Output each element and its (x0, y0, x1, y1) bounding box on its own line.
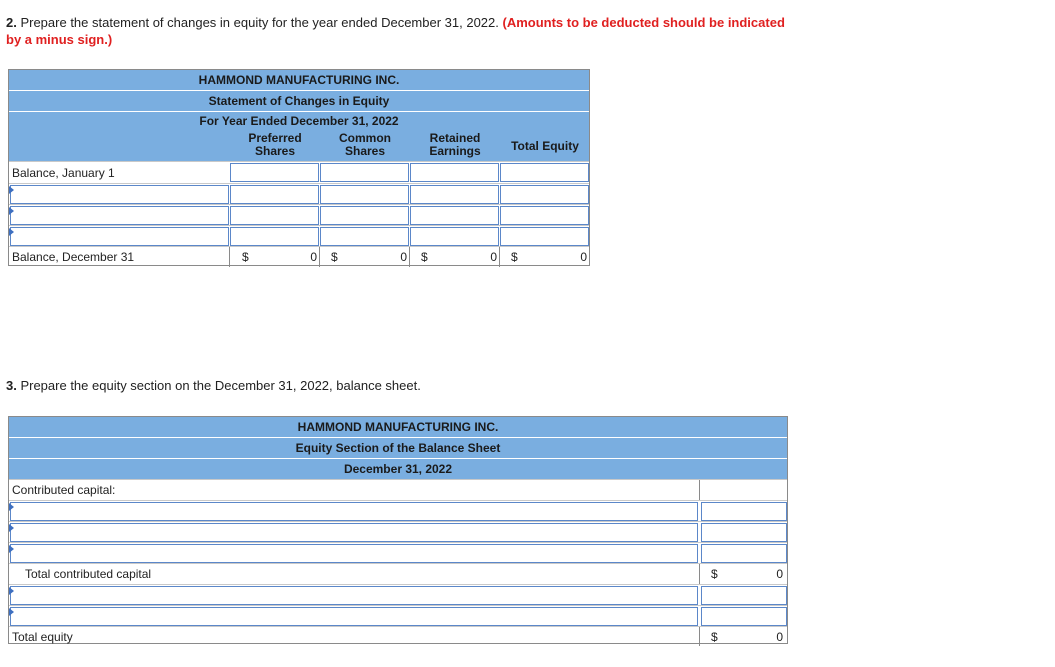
dropdown-arrow-icon (9, 587, 14, 595)
equity-row-1-description-input[interactable] (10, 502, 698, 521)
question-3-number: 3. (6, 378, 17, 393)
dropdown-arrow-icon (9, 608, 14, 616)
equity-row-3-description-input[interactable] (10, 544, 698, 563)
equity-row-3-amount-input[interactable] (701, 544, 787, 563)
dropdown-arrow-icon (9, 524, 14, 532)
statement-of-changes-table (8, 69, 590, 266)
row-3-retained-input[interactable] (410, 227, 499, 246)
table-row (9, 204, 589, 225)
equity-company-name: HAMMOND MANUFACTURING INC. (9, 417, 787, 438)
equity-date: December 31, 2022 (343, 462, 453, 476)
currency-symbol: $ (511, 250, 518, 264)
col-header-retained-line2: Earnings (429, 144, 481, 158)
dropdown-arrow-icon (9, 545, 14, 553)
col-header-preferred-line2: Shares (254, 144, 296, 158)
col-header-retained (411, 132, 499, 158)
dropdown-arrow-icon (9, 186, 14, 194)
jan-retained-input[interactable] (410, 163, 499, 182)
row-balance-jan (9, 161, 589, 183)
table-row (9, 500, 787, 521)
dropdown-arrow-icon (9, 503, 14, 511)
equity-row-5-amount-input[interactable] (701, 607, 787, 626)
row-2-preferred-input[interactable] (230, 206, 319, 225)
statement-header (9, 70, 589, 161)
currency-symbol: $ (331, 250, 338, 264)
currency-symbol: $ (242, 250, 249, 264)
table-row (9, 605, 787, 626)
row-label-total-contributed: Total contributed capital (25, 567, 152, 581)
col-header-common-line1: Common (339, 131, 391, 145)
total-equity-value: 0 (776, 630, 783, 644)
jan-common-input[interactable] (320, 163, 409, 182)
table-row (9, 183, 589, 204)
equity-section-table (8, 416, 788, 644)
currency-symbol: $ (711, 630, 718, 644)
row-3-preferred-input[interactable] (230, 227, 319, 246)
statement-company-name: HAMMOND MANUFACTURING INC. (9, 70, 589, 91)
row-contributed-capital (9, 479, 787, 500)
col-header-total-equity: Total Equity (511, 139, 579, 153)
equity-row-2-amount-input[interactable] (701, 523, 787, 542)
question-2-number: 2. (6, 15, 17, 30)
equity-row-4-amount-input[interactable] (701, 586, 787, 605)
row-label-balance-dec: Balance, December 31 (12, 250, 135, 264)
row-3-description-input[interactable] (10, 227, 229, 246)
row-total-equity (9, 626, 787, 646)
dec-common-total: 0 (400, 250, 407, 264)
dec-preferred-total: 0 (310, 250, 317, 264)
row-1-total-input[interactable] (500, 185, 589, 204)
question-2-text (6, 14, 1046, 48)
row-label-total-equity: Total equity (12, 630, 73, 644)
question-3-text (6, 377, 1006, 394)
row-1-common-input[interactable] (320, 185, 409, 204)
row-2-description-input[interactable] (10, 206, 229, 225)
jan-preferred-input[interactable] (230, 163, 319, 182)
row-total-contributed-capital (9, 563, 787, 584)
col-header-common-line2: Shares (344, 144, 386, 158)
question-2-note: (Amounts to be deducted should be indicated (502, 15, 785, 30)
currency-symbol: $ (711, 567, 718, 581)
row-2-total-input[interactable] (500, 206, 589, 225)
statement-title: Statement of Changes in Equity (9, 91, 589, 112)
col-header-preferred-line1: Preferred (248, 131, 302, 145)
equity-row-2-description-input[interactable] (10, 523, 698, 542)
row-balance-dec (9, 246, 589, 267)
equity-title: Equity Section of the Balance Sheet (9, 438, 787, 459)
question-2-prompt: Prepare the statement of changes in equity for the year ended December 31, 2022. (16, 15, 503, 30)
equity-row-5-description-input[interactable] (10, 607, 698, 626)
row-1-description-input[interactable] (10, 185, 229, 204)
table-row (9, 584, 787, 605)
dec-total-equity: 0 (580, 250, 587, 264)
equity-row-4-description-input[interactable] (10, 586, 698, 605)
statement-period: For Year Ended December 31, 2022 (199, 114, 399, 128)
table-row (9, 542, 787, 563)
table-row (9, 521, 787, 542)
question-3-prompt: Prepare the equity section on the December 31, 2022, balance sheet. (16, 378, 421, 393)
row-1-preferred-input[interactable] (230, 185, 319, 204)
equity-header (9, 417, 787, 479)
dec-retained-total: 0 (490, 250, 497, 264)
col-header-common (321, 132, 409, 158)
equity-row-1-amount-input[interactable] (701, 502, 787, 521)
question-2-note-cont: by a minus sign.) (6, 32, 113, 47)
col-header-preferred (231, 132, 319, 158)
row-3-common-input[interactable] (320, 227, 409, 246)
row-1-retained-input[interactable] (410, 185, 499, 204)
jan-total-input[interactable] (500, 163, 589, 182)
row-2-common-input[interactable] (320, 206, 409, 225)
row-label-contributed-capital: Contributed capital: (12, 483, 116, 497)
total-contributed-capital-value: 0 (776, 567, 783, 581)
table-row (9, 225, 589, 246)
col-header-retained-line1: Retained (429, 131, 481, 145)
currency-symbol: $ (421, 250, 428, 264)
dropdown-arrow-icon (9, 207, 14, 215)
dropdown-arrow-icon (9, 228, 14, 236)
row-2-retained-input[interactable] (410, 206, 499, 225)
row-3-total-input[interactable] (500, 227, 589, 246)
row-label-balance-jan: Balance, January 1 (12, 166, 115, 180)
